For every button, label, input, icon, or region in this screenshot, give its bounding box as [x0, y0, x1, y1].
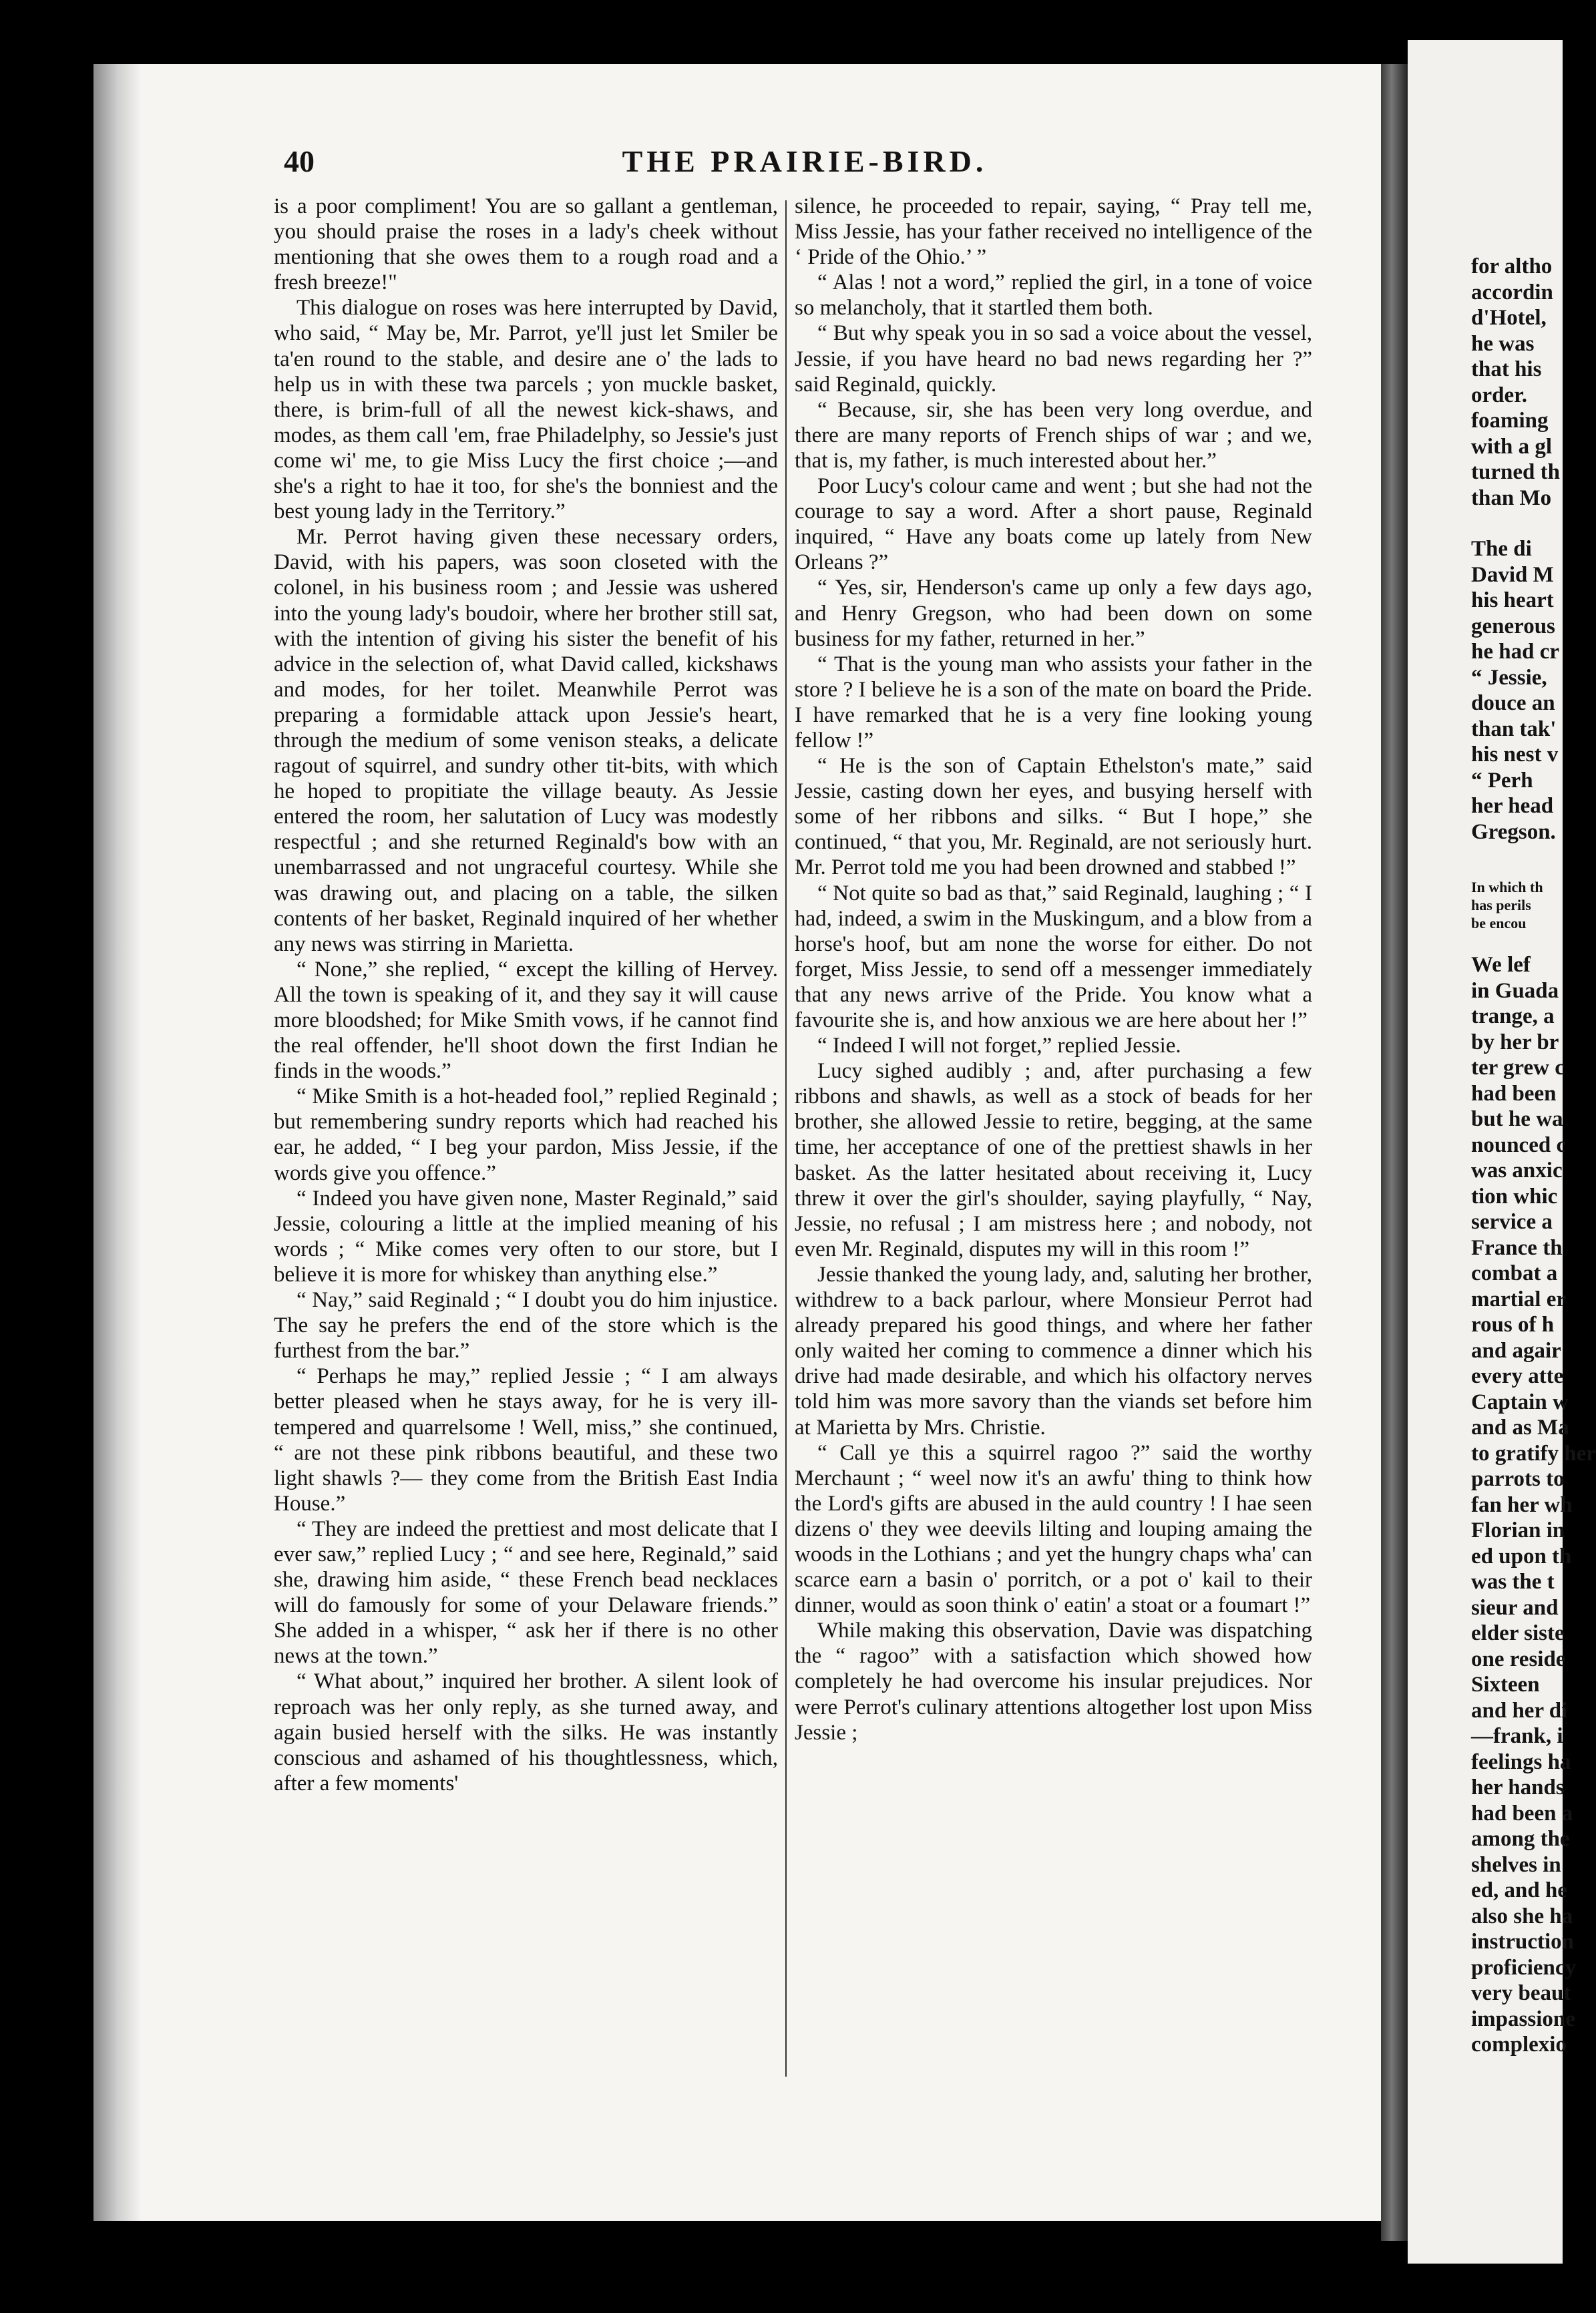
text-line: fan her wh [1471, 1492, 1573, 1517]
paragraph: “ None,” she replied, “ except the killing of Hervey. All the town is speaking of it, and they say it will cause more bloodshed; for Mike Smith vows, if he cannot find the real offender, he'll shoot down the first Indian he finds in the woods.” [274, 957, 778, 1084]
text-line: impassione [1471, 2007, 1575, 2031]
text-line: had been [1471, 1081, 1557, 1106]
text-line: and her di [1471, 1698, 1568, 1723]
paragraph: silence, he proceeded to repair, saying, “ Pray tell me, Miss Jessie, has your father received no intelligence of the ‘ Pride of the Ohio.’ ” [795, 194, 1312, 270]
text-line: We lef [1471, 953, 1531, 977]
text-line: In which th [1471, 879, 1543, 895]
text-line: very beaut [1471, 1981, 1571, 2005]
text-line: complexio [1471, 2033, 1567, 2057]
text-line: accordin [1471, 280, 1553, 304]
text-line: “ Jessie, [1471, 665, 1547, 690]
paragraph: Poor Lucy's colour came and went ; but she had not the courage to say a word. After a short pause, Reginald inquired, “ Have any boats come up lately from New Orleans ?” [795, 474, 1312, 575]
text-line: ed, and he [1471, 1878, 1567, 1902]
text-line: David M [1471, 562, 1554, 587]
paragraph: “ But why speak you in so sad a voice about the vessel, Jessie, if you have heard no bad news regarding her ?” said Reginald, quickly. [795, 321, 1312, 397]
column-divider [785, 200, 787, 2077]
text-line: among the [1471, 1827, 1570, 1851]
paragraph: Mr. Perrot having given these necessary orders, David, with his papers, was soon closeted with the colonel, in his business room ; and Jessie was ushered into the young lady's boudoir, where her brother still sat, with the intention of giving his sister the benefit of his advice in the selection of, what David called, kickshaws and modes, for her toilet. Meanwhile Perrot was preparing a formidable attack upon Jessie's heart, through the medium of some venison steaks, a delicate ragout of squirrel, and sundry other tit-bits, with which he hoped to propitiate the village beauty. As Jessie entered the room, her salutation of Lucy was modestly respectful ; and she returned Reginald's bow with an unembarrassed and not ungraceful courtesy. While she was drawing out, and placing on a table, the silken contents of her basket, Reginald inquired of her whether any news was stirring in Marietta. [274, 525, 778, 956]
paragraph: “ Indeed I will not forget,” replied Jessie. [817, 1034, 1181, 1058]
paragraph: “ Call ye this a squirrel ragoo ?” said the worthy Merchaunt ; “ weel now it's an awfu' thing to think how the Lord's gifts are abused in the auld country ! I hae seen dizens o' they wee deevils lilting and louping amaing the woods in the Lothians ; and yet the hungry chaps wha' can scarce earn a basin o' porritch, or a pot o' kail to their dinner, would as soon think o' eatin' a stoat or a foumart !” [795, 1440, 1312, 1618]
text-line: her hands [1471, 1775, 1565, 1800]
running-title: THE PRAIRIE-BIRD. [622, 144, 988, 178]
text-line: “ Perh [1471, 768, 1533, 793]
facing-page-fragment [1471, 878, 1578, 932]
text-line: but he wa [1471, 1107, 1563, 1131]
text-line: foaming [1471, 409, 1549, 433]
paragraph: While making this observation, Davie was dispatching the “ ragoo” with a satisfaction which showed how completely he had overcome his insular prejudices. Nor were Perrot's culinary attentions altogether lost upon Miss Jessie ; [795, 1619, 1312, 1745]
paragraph: Lucy sighed audibly ; and, after purchasing a few ribbons and shawls, as well as a stock of beads for her brother, she allowed Jessie to retire, begging, at the same time, her acceptance of one of the prettiest shawls in her basket. As the latter hesitated about receiving it, Lucy threw it over the girl's shoulder, saying playfully, “ Nay, Jessie, no refusal ; I am mistress here ; and nobody, not even Mr. Reginald, disputes my will in this room !” [795, 1059, 1312, 1261]
text-line: trange, a [1471, 1004, 1555, 1028]
right-text-column [795, 194, 1312, 1745]
text-line: has perils [1471, 897, 1531, 913]
text-line: The di [1471, 537, 1532, 561]
text-line: one reside [1471, 1647, 1566, 1671]
text-line: order. [1471, 383, 1528, 407]
paragraph: “ That is the young man who assists your father in the store ? I believe he is a son of the mate on board the Pride. I have remarked that he is a very fine looking young fellow !” [795, 652, 1312, 753]
facing-page-edge [1408, 40, 1596, 2264]
text-line: Sixteen [1471, 1673, 1540, 1697]
paragraph: “ Yes, sir, Henderson's came up only a few days ago, and Henry Gregson, who had been down on some business for my father, returned in her.” [795, 576, 1312, 651]
text-line: sieur and [1471, 1595, 1559, 1620]
text-line: was anxic [1471, 1159, 1563, 1183]
text-line: for altho [1471, 254, 1553, 278]
text-line: than Mo [1471, 485, 1552, 510]
paragraph: “ Alas ! not a word,” replied the girl, in a tone of voice so melancholy, that it startled them both. [795, 270, 1312, 321]
facing-page-text [1471, 254, 1596, 2083]
facing-page-fragment [1471, 952, 1596, 2058]
text-line: that his [1471, 357, 1542, 381]
paragraph: “ Perhaps he may,” replied Jessie ; “ I am always better pleased when he stays away, for he is very ill-tempered and quarrelsome ! Well, miss,” she continued, “ are not these pink ribbons beautiful, and these two light shawls ?— they come from the British East India House.” [274, 1364, 778, 1516]
text-line: also she ha [1471, 1904, 1573, 1928]
text-line: nounced c [1471, 1132, 1567, 1157]
paragraph: “ Nay,” said Reginald ; “ I doubt you do him injustice. The say he prefers the end of the store which is the furthest from the bar.” [274, 1288, 778, 1363]
text-line: was the t [1471, 1570, 1555, 1594]
text-line: be encou [1471, 915, 1527, 931]
text-line: he had cr [1471, 640, 1559, 664]
text-line: ter grew c [1471, 1056, 1565, 1080]
facing-page-fragment [1471, 536, 1578, 845]
text-line: martial er [1471, 1287, 1567, 1311]
paragraph: “ Because, sir, she has been very long overdue, and there are many reports of French ships of war ; and we, that is, my father, is much interested about her.” [795, 397, 1312, 473]
text-line: with a gl [1471, 434, 1553, 459]
text-line: in Guada [1471, 978, 1559, 1003]
text-line: tion whic [1471, 1184, 1558, 1209]
text-line: service a [1471, 1210, 1553, 1234]
paragraph: “ Not quite so bad as that,” said Reginald, laughing ; “ I had, indeed, a swim in the Muskingum, and a blow from a horse's hoof, but am none the worse for either. Do not forget, Miss Jessie, to send off a messenger immediately that any news arrive of the Pride. You know what a favourite she is, and how anxious we are here about her !” [795, 881, 1312, 1032]
facing-page-fragment [1471, 254, 1578, 511]
text-line: Gregson. [1471, 819, 1556, 844]
text-line: every atte [1471, 1364, 1564, 1388]
paragraph: “ Indeed you have given none, Master Reginald,” said Jessie, colouring a little at the implied meaning of his words ; “ Mike comes very often to our store, but I believe it is more for whiskey than anything else.” [274, 1186, 778, 1287]
text-line: his heart [1471, 588, 1554, 612]
text-line: his nest v [1471, 743, 1559, 767]
text-line: than tak' [1471, 716, 1557, 741]
text-line: France th [1471, 1235, 1563, 1260]
text-line: generous [1471, 614, 1555, 638]
text-line: and agair [1471, 1338, 1561, 1363]
paragraph: This dialogue on roses was here interrupted by David, who said, “ May be, Mr. Parrot, ye'll just let Smiler be ta'en round to the stable, and desire ane o' the lads to help us in with these twa parcels ; yon muckle basket, there, is brim-full of all the newest kick-shaws, and modes, as them call 'em, frae Philadelphy, so Jessie's just come wi' me, to gie Miss Lucy the first choice ;—and she's a right to hae it too, for she's the bonniest and the best young lady in the Territory.” [274, 296, 778, 524]
text-line: rous of h [1471, 1313, 1555, 1337]
paragraph: “ What about,” inquired her brother. A silent look of reproach was her only reply, as she turned away, and again busied herself with the silks. He was instantly conscious and ashamed of his thoughtlessness, which, after a few moments' [274, 1669, 778, 1796]
text-line: parrots to [1471, 1467, 1565, 1491]
text-line: by her br [1471, 1030, 1559, 1054]
text-line: ed upon th [1471, 1544, 1572, 1568]
text-line: turned th [1471, 460, 1560, 484]
text-line: Captain w [1471, 1390, 1569, 1414]
text-line: instruction [1471, 1930, 1575, 1954]
text-line: d'Hotel, [1471, 306, 1547, 330]
text-line: he was [1471, 331, 1535, 356]
paragraph: Jessie thanked the young lady, and, saluting her brother, withdrew to a back parlour, where Monsieur Perrot had already prepared his good things, and where her father only waited her coming to commence a dinner which his drive had made desirable, and which his olfactory nerves told him was more savory than the viands set before him at Marietta by Mrs. Christie. [795, 1262, 1312, 1440]
text-line: Florian in [1471, 1518, 1565, 1542]
text-line: to gratify her [1471, 1441, 1596, 1466]
text-line: her head [1471, 794, 1554, 818]
book-gutter [1381, 64, 1408, 2241]
paragraph: “ He is the son of Captain Ethelston's mate,” said Jessie, casting down her eyes, and busying herself with some of her ribbons and silks. “ But I hope,” she continued, “ that you, Mr. Reginald, are not seriously hurt. Mr. Perrot told me you had been drowned and stabbed !” [795, 754, 1312, 880]
text-line: and as Ma [1471, 1416, 1569, 1440]
text-line: combat a [1471, 1261, 1558, 1285]
page-number: 40 [284, 144, 315, 178]
text-line: had been a [1471, 1801, 1573, 1826]
text-line: —frank, i [1471, 1724, 1563, 1748]
text-line: elder siste [1471, 1621, 1565, 1645]
page-header [284, 144, 1326, 184]
paragraph: is a poor compliment! You are so gallant a gentleman, you should praise the roses in a lady's cheek without mentioning that she owes them to a rough road and a fresh breeze!" [274, 194, 778, 295]
text-line: proficiency [1471, 1955, 1577, 1980]
page-edge-shadow [93, 64, 142, 2221]
text-line: feelings ha [1471, 1749, 1571, 1774]
paragraph: “ They are indeed the prettiest and most delicate that I ever saw,” replied Lucy ; “ and see here, Reginald,” said she, drawing him aside, “ these French bead necklaces will do famously for some of your Delaware friends.” She added in a whisper, “ ask her if there is no other news at the town.” [274, 1516, 778, 1669]
left-text-column [274, 194, 778, 1796]
text-line: douce an [1471, 691, 1555, 715]
paragraph: “ Mike Smith is a hot-headed fool,” replied Reginald ; but remembering sundry reports which had reached his ear, he added, “ I beg your pardon, Miss Jessie, if the words give you offence.” [274, 1084, 778, 1185]
text-line: shelves in [1471, 1852, 1561, 1877]
